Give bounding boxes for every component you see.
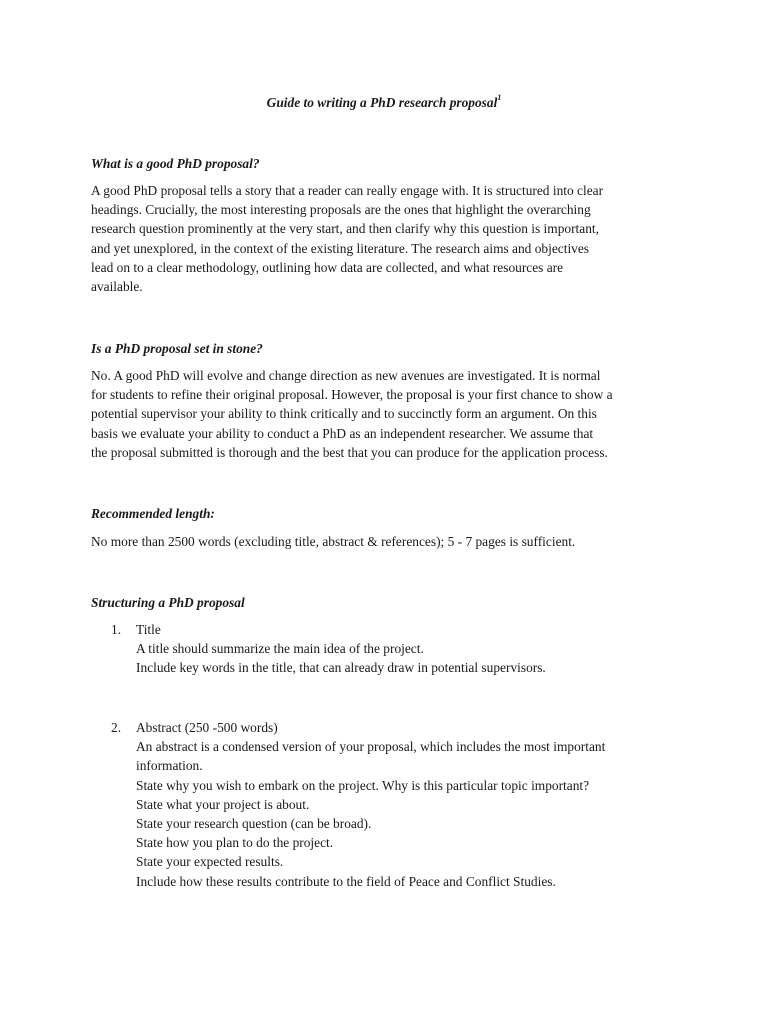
body-line: A good PhD proposal tells a story that a reader can really engage with. It is structured into clear [91, 183, 604, 198]
list-line: State your research question (can be broad). [136, 816, 372, 832]
list-line: An abstract is a condensed version of your proposal, which includes the most important [136, 739, 606, 755]
section-body-good-proposal [91, 181, 671, 296]
list-item-body [136, 620, 671, 678]
section-heading-structuring: Structuring a PhD proposal [91, 595, 245, 610]
list-line: State your expected results. [136, 854, 284, 870]
section-heading-set-in-stone: Is a PhD proposal set in stone? [91, 341, 263, 356]
list-line: Include key words in the title, that can already draw in potential supervisors. [136, 660, 546, 676]
list-item-body [136, 718, 671, 891]
section-body-set-in-stone [91, 366, 671, 462]
body-line: No more than 2500 words (excluding title, abstract & references); 5 - 7 pages is sufficient. [91, 534, 576, 549]
body-line: and yet unexplored, in the context of the existing literature. The research aims and objectives [91, 240, 590, 256]
section-heading-good-proposal: What is a good PhD proposal? [91, 156, 260, 171]
list-line: information. [136, 758, 203, 774]
list-line: State how you plan to do the project. [136, 835, 334, 851]
section-body-length [91, 532, 671, 551]
list-line: State what your project is about. [136, 796, 310, 812]
body-line: lead on to a clear methodology, outlining how data are collected, and what resources are [91, 259, 564, 275]
body-line: research question prominently at the very start, and then clarify why this question is important, [91, 221, 599, 237]
list-line: A title should summarize the main idea of the project. [136, 641, 424, 657]
title-footnote-marker: 1 [497, 92, 502, 102]
section-heading-length: Recommended length: [91, 506, 215, 521]
list-line: State why you wish to embark on the project. Why is this particular topic important? [136, 777, 590, 793]
list-number: 2. [111, 720, 122, 735]
body-line: basis we evaluate your ability to conduct a PhD as an independent researcher. We assume that [91, 425, 594, 441]
body-line: the proposal submitted is thorough and the best that you can produce for the application process. [91, 444, 608, 460]
list-line: Include how these results contribute to the field of Peace and Conflict Studies. [136, 873, 556, 889]
body-line: headings. Crucially, the most interesting proposals are the ones that highlight the overarching [91, 202, 591, 218]
body-line: potential supervisor your ability to think critically and to succinctly form an argument. On this [91, 406, 597, 422]
body-line: for students to refine their original proposal. However, the proposal is your first chance to show a [91, 387, 613, 403]
list-line: Abstract (250 -500 words) [136, 720, 278, 735]
list-number: 1. [111, 622, 122, 637]
document-title [0, 93, 768, 112]
body-line: No. A good PhD will evolve and change direction as new avenues are investigated. It is normal [91, 368, 601, 383]
body-line: available. [91, 279, 143, 295]
list-line: Title [136, 622, 161, 637]
document-title-text: Guide to writing a PhD research proposal [266, 95, 498, 110]
